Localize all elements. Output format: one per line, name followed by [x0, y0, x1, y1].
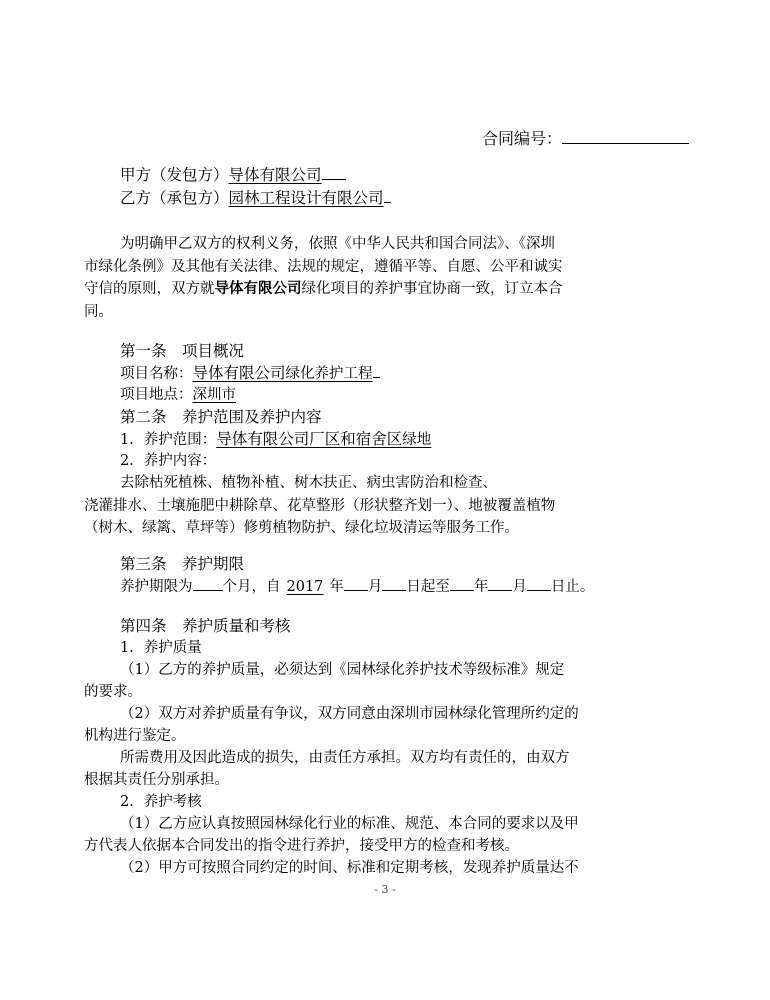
intro-line-4: 同。: [84, 304, 113, 320]
period-text-6: 年: [473, 579, 489, 595]
content-label: 2．养护内容：: [120, 453, 217, 469]
intro-line-3: [84, 278, 563, 300]
period-end-month-blank: [488, 576, 512, 591]
assessment-1-line-2: 方代表人依据本合同发出的指令进行养护，接受甲方的检查和考核。: [84, 838, 519, 854]
assessment-2-line-1: （2）甲方可按照合同约定的时间、标准和定期考核，发现养护质量达不: [120, 860, 579, 876]
party-b-line: [120, 187, 391, 209]
contract-number-line: [482, 128, 689, 150]
intro-line-2: 市绿化条例》及其他有关法律、法规的规定，遵循平等、自愿、公平和诚实: [84, 259, 563, 275]
quality-label: 1．养护质量: [120, 640, 202, 656]
quality-2-line-2: 机构进行鉴定。: [84, 728, 186, 744]
intro-line-3-post: 绿化项目的养护事宜协商一致，订立本合: [301, 281, 563, 297]
period-text-4: 月: [367, 579, 383, 595]
scope-label: 1．养护范围：: [120, 432, 217, 448]
period-months-blank: [193, 576, 223, 591]
period-text-1: 养护期限为: [120, 579, 193, 595]
content-line-2: 浇灌排水、土壤施肥中耕除草、花草整形（形状整齐划一）、地被覆盖植物: [84, 498, 556, 514]
project-name-line: [120, 362, 380, 385]
intro-line-3-pre: 守信的原则，双方就: [84, 281, 215, 297]
scope-value: 导体有限公司厂区和宿舍区: [216, 430, 403, 448]
party-b-label: 乙方（承包方）: [120, 189, 229, 207]
quality-2-line-1: （2）双方对养护质量有争议，双方同意由深圳市园林绿化管理所约定的: [120, 706, 579, 722]
period-year: 2017: [286, 579, 324, 595]
party-b-name: 园林工程设计有限公司: [228, 189, 384, 207]
assessment-label: 2．养护考核: [120, 794, 202, 810]
period-text-3: 年: [329, 579, 344, 595]
intro-line-1: 为明确甲乙双方的权利义务，依照《中华人民共和国合同法》、《深圳: [120, 236, 555, 252]
project-site-value: 深圳市: [192, 387, 236, 403]
article-4-title: 第四条 养护质量和考核: [120, 617, 291, 635]
period-text-2: 个月，自: [222, 579, 281, 595]
quality-3-line-1: 所需费用及因此造成的损失，由责任方承担。双方均有责任的，由双方: [120, 750, 570, 766]
assessment-1-line-1: （1）乙方应认真按照园林绿化行业的标准、规范、本合同的要求以及甲: [120, 816, 579, 832]
article-1-title: 第一条 项目概况: [120, 342, 245, 360]
article-2-title: 第二条 养护范围及养护内容: [120, 408, 322, 426]
contract-number-blank: [562, 129, 689, 144]
period-text-7: 月: [512, 579, 527, 595]
party-a-line: [120, 164, 346, 186]
quality-3-line-2: 根据其责任分别承担。: [84, 772, 229, 788]
intro-company: 导体有限公司: [214, 281, 302, 297]
party-a-name: 导体有限公司: [228, 166, 322, 184]
party-a-blank: [322, 165, 346, 180]
project-site-label: 项目地点：: [120, 387, 193, 403]
party-b-blank: [384, 188, 391, 203]
period-end-year-blank: [450, 576, 474, 591]
quality-1-line-1: （1）乙方的养护质量，必须达到《园林绿化养护技术等级标准》规定: [120, 662, 565, 678]
period-text-5: 日起至: [406, 579, 450, 595]
period-line: [120, 576, 594, 598]
project-name-label: 项目名称：: [120, 366, 193, 382]
period-start-day-blank: [382, 576, 406, 591]
period-start-month-blank: [344, 576, 368, 591]
project-name-company: 导体有限公司: [192, 364, 286, 382]
project-name-rest: 绿化养护工程: [285, 366, 373, 382]
page-number: - 3 -: [374, 883, 396, 896]
article-3-title: 第三条 养护期限: [120, 555, 245, 573]
contract-number-label: 合同编号：: [482, 129, 563, 148]
party-a-label: 甲方（发包方）: [120, 166, 229, 184]
quality-1-line-2: 的要求。: [84, 684, 142, 700]
content-line-1: 去除枯死植株、植物补植、树木扶正、病虫害防治和检查、: [120, 475, 497, 491]
project-name-blank: [373, 363, 380, 378]
project-site-line: [120, 384, 236, 406]
period-end-day-blank: [527, 576, 551, 591]
content-line-3: （树木、绿篱、草坪等）修剪植物防护、绿化垃圾清运等服务工作。: [84, 520, 519, 536]
scope-suffix: 绿地: [402, 432, 432, 448]
period-text-8: 日止。: [550, 579, 595, 595]
scope-line: [120, 428, 431, 451]
